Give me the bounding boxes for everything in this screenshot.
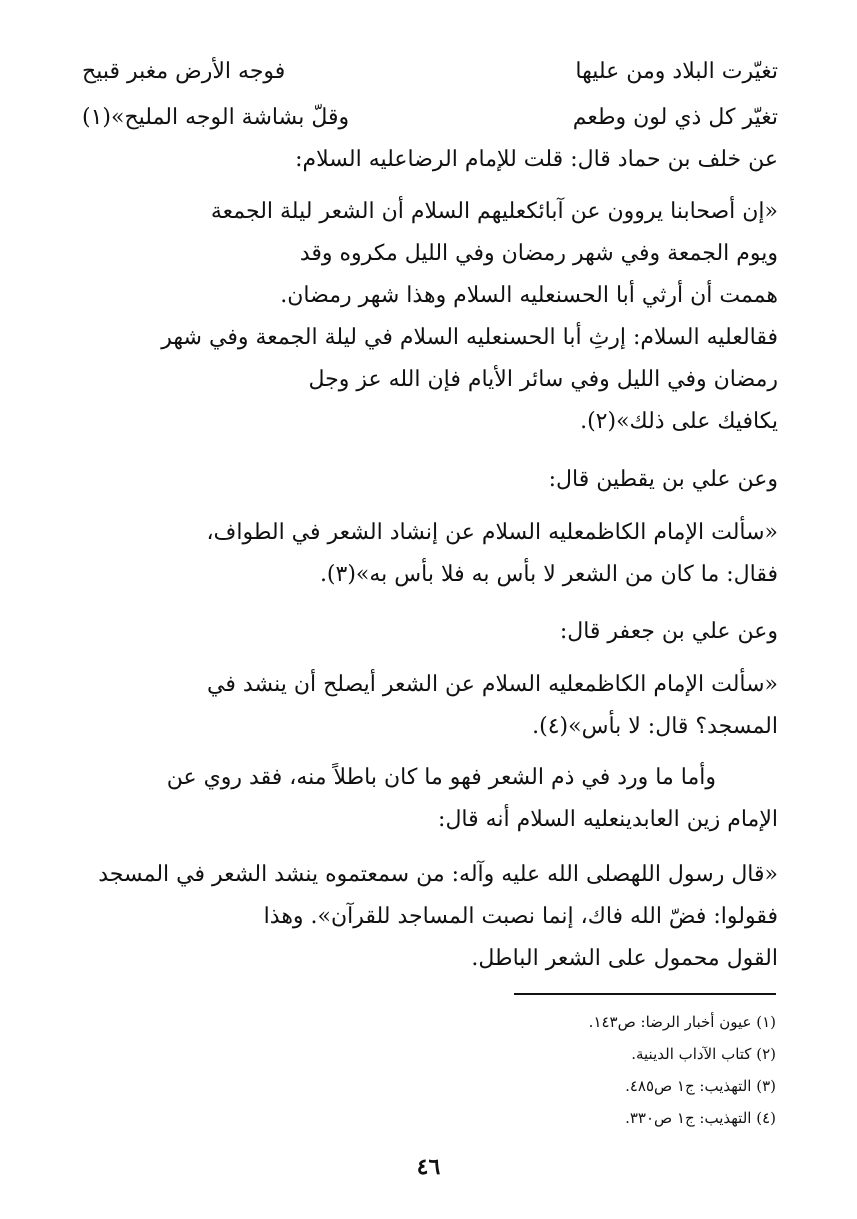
footnote-3: (٣) التهذيب: ج١ ص٤٨٥. <box>625 1077 776 1095</box>
page-number: ٤٦ <box>416 1154 441 1180</box>
paragraph-line: يكافيك على ذلك»(٢). <box>580 409 778 434</box>
paragraph-line: هممت أن أرثي أبا الحسنعليه السلام وهذا شهر رمضان. <box>280 283 778 308</box>
paragraph-line: المسجد؟ قال: لا بأس»(٤). <box>532 714 778 739</box>
verse-hemistich: تغيّر كل ذي لون وطعم <box>572 105 778 130</box>
paragraph-line: «سألت الإمام الكاظمعليه السلام عن الشعر أيصلح أن ينشد في <box>207 672 778 697</box>
paragraph-line: وأما ما ورد في ذم الشعر فهو ما كان باطلاً منه، فقد روي عن <box>166 765 716 790</box>
verse-hemistich: فوجه الأرض مغبر قبيح <box>82 59 286 84</box>
quote-khalaf <box>82 191 778 443</box>
quote-prophet <box>82 854 778 980</box>
paragraph-line: فقولوا: فضّ الله فاك، إنما نصبت المساجد للقرآن». وهذا <box>263 904 778 929</box>
verse-line-1 <box>82 52 778 92</box>
intro-jafar: وعن علي بن جعفر قال: <box>559 619 778 644</box>
footnote-separator <box>514 993 776 995</box>
paragraph-dhamm <box>82 757 778 841</box>
intro-khalaf: عن خلف بن حماد قال: قلت للإمام الرضاعليه السلام: <box>295 147 778 172</box>
paragraph-line: «إن أصحابنا يروون عن آبائكعليهم السلام أن الشعر ليلة الجمعة <box>210 199 778 224</box>
paragraph-line: فقالعليه السلام: إرثِ أبا الحسنعليه السلام في ليلة الجمعة وفي شهر <box>161 325 778 350</box>
paragraph-line: «سألت الإمام الكاظمعليه السلام عن إنشاد الشعر في الطواف، <box>206 520 778 545</box>
paragraph-line: «قال رسول اللهصلى الله عليه وآله: من سمعتموه ينشد الشعر في المسجد <box>98 862 778 887</box>
intro-yaqtin: وعن علي بن يقطين قال: <box>548 467 778 492</box>
footnote-2: (٢) كتاب الآداب الدينية. <box>631 1045 776 1063</box>
quote-jafar <box>82 664 778 748</box>
verse-hemistich: وقلّ بشاشة الوجه المليح»(١) <box>82 105 350 130</box>
quote-yaqtin <box>82 512 778 596</box>
paragraph-line: القول محمول على الشعر الباطل. <box>471 946 778 971</box>
paragraph-line: ويوم الجمعة وفي شهر رمضان وفي الليل مكروه وقد <box>299 241 778 266</box>
paragraph-line: الإمام زين العابدينعليه السلام أنه قال: <box>438 807 778 832</box>
paragraph-line: رمضان وفي الليل وفي سائر الأيام فإن الله عز وجل <box>308 367 778 392</box>
footnote-1: (١) عيون أخبار الرضا: ص١٤٣. <box>588 1013 776 1031</box>
verse-hemistich: تغيّرت البلاد ومن عليها <box>575 59 778 84</box>
paragraph-line: فقال: ما كان من الشعر لا بأس به فلا بأس به»(٣). <box>319 562 778 587</box>
footnote-4: (٤) التهذيب: ج١ ص٣٣٠. <box>625 1109 776 1127</box>
verse-line-2 <box>82 98 778 138</box>
